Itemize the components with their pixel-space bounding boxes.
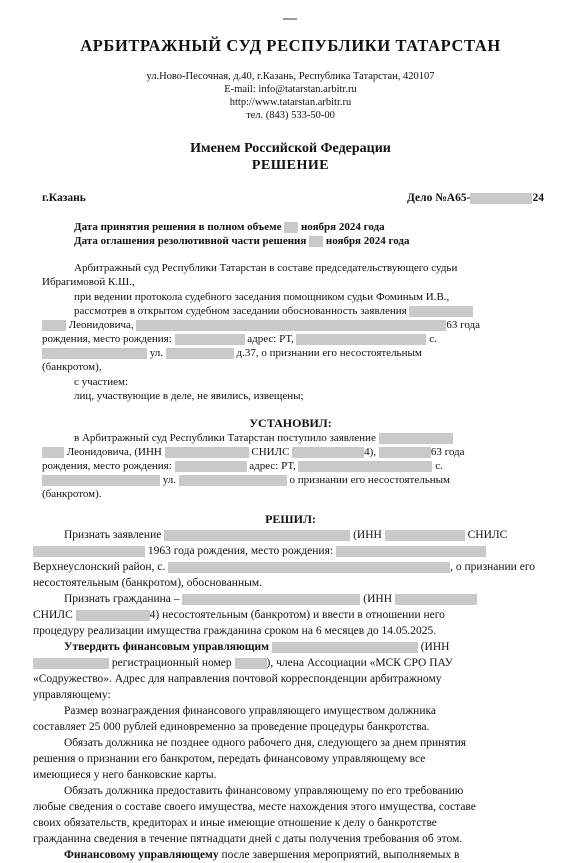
ustanovil-heading: УСТАНОВИЛ: [249,416,332,430]
redaction [164,530,350,541]
r-line11: управляющему: [33,689,111,701]
p3-street: ул. [149,347,164,359]
p3-village: с. [429,333,437,345]
redaction [42,475,160,486]
court-website: http://www.tatarstan.arbitr.ru [229,97,352,108]
p3-line3 [42,333,437,345]
r-member: ), члена Ассоциации «МСК СРО ПАУ [266,657,453,669]
redaction [298,461,432,472]
u-line4 [42,474,450,486]
redaction [42,320,66,331]
r-district: Верхнеуслонский район, с. [33,561,166,573]
r-line6 [33,609,445,621]
u-line1 [74,432,453,444]
city: г.Казань [42,192,86,204]
u-year: 63 года [430,446,465,458]
r-line14: Обязать должника не позднее одного рабочего дня, следующего за днем принятия [64,737,467,749]
redaction [284,222,298,233]
redaction [272,642,418,653]
r-text: Признать заявление [64,529,162,541]
r-line2 [33,545,486,557]
u-village: с. [435,460,443,472]
u-text: в Арбитражный суд Республики Татарстан поступило заявление [74,432,376,444]
court-name: АРБИТРАЖНЫЙ СУД РЕСПУБЛИКИ ТАТАРСТАН [80,36,501,55]
p3-text: рассмотрев в открытом судебном заседании обоснованность заявления [74,305,407,317]
heading-doc: РЕШЕНИЕ [251,158,330,173]
redaction [385,530,465,541]
redaction [165,447,249,458]
redaction [168,562,450,573]
r-line1 [64,529,507,541]
u-line3 [42,460,443,472]
case-number [407,192,544,204]
redaction [470,193,532,204]
redaction [182,594,360,605]
case-prefix: Дело №А65- [407,192,471,204]
r-about: , о признании его [450,561,535,573]
r-inn: (ИНН [353,529,382,541]
u-snils: СНИЛС [251,446,290,458]
r-fin-manager: Финансовому управляющему [64,849,219,861]
redaction [409,306,473,317]
p5: лиц, участвующие в деле, не явились, извещены; [74,390,304,402]
r-line21 [64,849,459,861]
r-line16: имеющиеся у него банковские карты. [33,769,217,781]
r-inn3: (ИНН [420,641,450,653]
r-line18: любые сведения о составе своего имущества, месте нахождения этого имущества, составе [33,801,476,813]
redaction [379,433,453,444]
redaction [166,348,234,359]
r-snils2: СНИЛС [33,609,73,621]
date-resolution [74,235,409,247]
p3-year: 63 года [446,319,481,331]
p3-line4 [42,347,422,359]
p1-line2: Ибрагимовой К.Ш., [42,276,135,288]
case-suffix: 24 [532,192,544,204]
date-res-value: ноября 2024 года [325,235,410,247]
p2: при ведении протокола судебного заседания помощником судьи Фоминым И.В., [74,291,450,303]
court-phone: тел. (843) 533-50-00 [246,110,335,121]
redaction [336,546,486,557]
r-line13: составляет 25 000 рублей единовременно за проведение процедуры банкротства. [33,721,430,733]
date-full-label: Дата принятия решения в полном объеме [74,221,282,233]
r-line10: «Содружество». Адрес для направления почтовой корреспонденции арбитражному [33,673,442,685]
r-line19: своих обязательств, кредиторах и иные имеющие отношение к делу о банкротстве [33,817,437,829]
heading-name: Именем Российской Федерации [190,141,391,156]
r-regnum: регистрационный номер [111,657,232,669]
redaction [296,334,426,345]
redaction [179,475,287,486]
redaction [33,658,109,669]
p3-house: д.37, о признании его несостоятельным [236,347,422,359]
redaction [42,447,64,458]
redaction [175,334,245,345]
r-inn2: (ИНН [363,593,393,605]
court-email: E-mail: info@tatarstan.arbitr.ru [224,84,357,95]
r-snils: СНИЛС [467,529,508,541]
r-line5 [64,593,477,605]
p3-line2 [42,319,480,331]
p4: с участием: [74,376,129,388]
u-line2 [42,446,465,458]
r-line3 [33,561,535,573]
p3-name: Леонидовича, [68,319,134,331]
u-birthplace: рождения, место рождения: [42,460,172,472]
r-line8 [64,641,449,653]
u-inn: Леонидовича, (ИНН [66,446,162,458]
r-line12: Размер вознаграждения финансового управляющего имуществом должника [64,705,436,717]
redaction [175,461,247,472]
r-line15: решения о признании его банкротом, передать финансовому управляющему все [33,753,426,765]
p3-line5: (банкротом), [42,361,102,373]
redaction [292,447,364,458]
date-full-value: ноября 2024 года [300,221,385,233]
redaction [76,610,150,621]
r-line9 [33,657,453,669]
p3-birthplace: рождения, место рождения: [42,333,172,345]
date-res-label: Дата оглашения резолютивной части решения [74,235,307,247]
redaction [309,236,323,247]
p1-line1: Арбитражный суд Республики Татарстан в составе председательствующего судьи [74,262,458,274]
u-street: ул. [162,474,177,486]
redaction [395,594,477,605]
redaction [136,320,446,331]
u-address: адрес: РТ, [249,460,296,472]
r-birth: 1963 года рождения, место рождения: [147,545,334,557]
redaction [42,348,147,359]
r-after: после завершения мероприятий, выполняемых в [221,849,460,861]
court-address: ул.Ново-Песочная, д.40, г.Казань, Республика Татарстан, 420107 [146,71,435,82]
p3-line1 [74,305,473,317]
r-recognize: Признать гражданина – [64,593,180,605]
r-line17: Обязать должника предоставить финансовому управляющему по его требованию [64,785,464,797]
redaction [379,447,431,458]
r-line20: гражданина сведения в течение пятнадцати дней с даты получения требования об этом. [33,833,463,845]
r-line4: несостоятельным (банкротом), обоснованным. [33,577,262,589]
r-bankrupt: 4) несостоятельным (банкротом) и ввести в отношении него [149,609,445,621]
r-approve: Утвердить финансовым управляющим [64,641,269,653]
reshil-heading: РЕШИЛ: [265,512,316,526]
redaction [33,546,145,557]
u-line5: (банкротом). [42,488,102,500]
r-line7: процедуру реализации имущества гражданина сроком на 6 месяцев до 14.05.2025. [33,625,437,637]
p3-address: адрес: РТ, [247,333,294,345]
scan-mark [283,18,297,20]
date-full-decision [74,221,385,233]
redaction [235,658,267,669]
u-text-end: о признании его несостоятельным [289,474,450,486]
u-snils-end: 4), [364,446,377,458]
